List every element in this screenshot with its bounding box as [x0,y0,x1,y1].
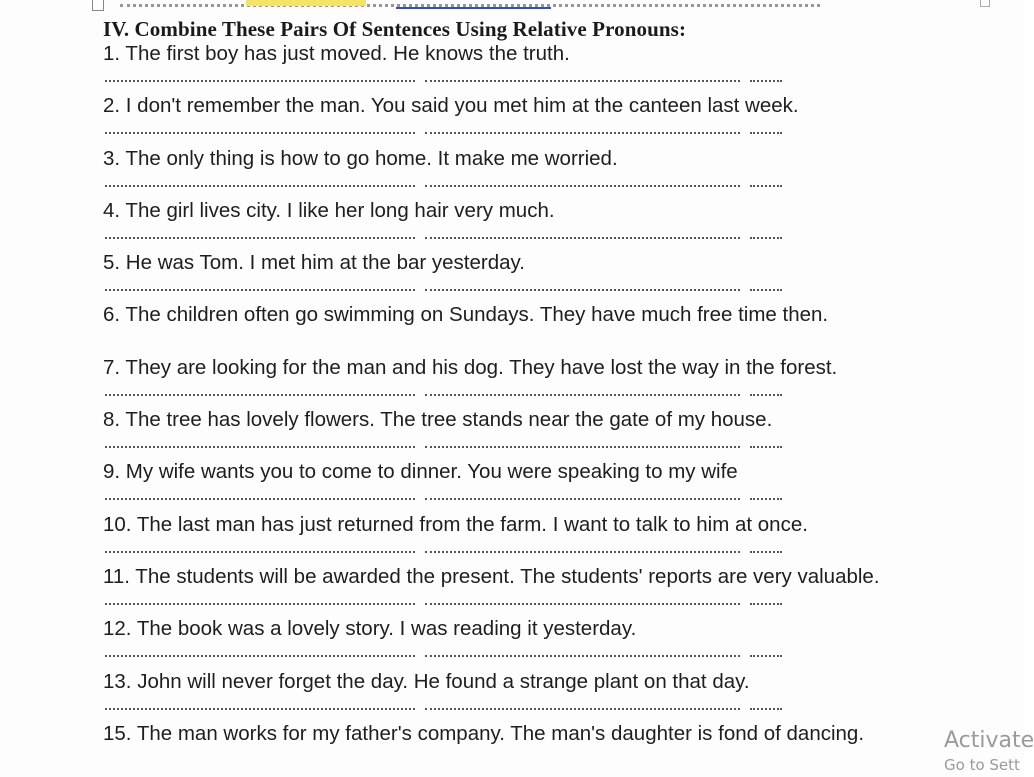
answer-line-segment [750,237,782,239]
answer-line-segment [750,394,782,396]
answer-line-segment [750,132,782,134]
exercise-item [103,303,1003,355]
exercise-item [103,513,1003,565]
answer-line-segment [425,446,740,448]
answer-line-segment [425,708,740,710]
answer-line-segment [105,603,415,605]
exercise-item [103,42,1003,94]
answer-line[interactable] [105,394,785,398]
exercise-item [103,722,1003,774]
answer-line-segment [425,185,740,187]
exercise-sentence: 11. The students will be awarded the present. The students' reports are very valuable. [103,564,880,588]
answer-line[interactable] [105,446,785,450]
answer-line[interactable] [105,551,785,555]
watermark-line-1: Activate [944,728,1034,753]
answer-line-segment [750,446,782,448]
answer-line-segment [750,498,782,500]
exercise-sentence: 3. The only thing is how to go home. It make me worried. [103,146,618,170]
answer-line[interactable] [105,708,785,712]
exercise-item [103,147,1003,199]
answer-line[interactable] [105,289,785,293]
answer-line-segment [425,394,740,396]
answer-line-segment [425,289,740,291]
exercise-item [103,565,1003,617]
answer-line[interactable] [105,498,785,502]
exercise-item [103,356,1003,408]
answer-line-segment [105,237,415,239]
answer-line[interactable] [105,237,785,241]
answer-line[interactable] [105,132,785,136]
answer-line-segment [105,289,415,291]
answer-line-segment [105,132,415,134]
answer-line-segment [425,551,740,553]
exercise-item [103,199,1003,251]
exercise-item [103,94,1003,146]
watermark-line-2: Go to Sett [944,756,1020,774]
exercise-sentence: 1. The first boy has just moved. He knows the truth. [103,42,570,65]
answer-line[interactable] [105,655,785,659]
answer-line-segment [105,551,415,553]
answer-line-segment [750,80,782,82]
underline-mark [396,7,551,9]
answer-line-segment [425,603,740,605]
answer-line-segment [750,708,782,710]
corner-marker [980,0,990,7]
answer-line-segment [105,394,415,396]
answer-line-segment [425,237,740,239]
exercise-sentence: 2. I don't remember the man. You said you met him at the canteen last week. [103,94,799,118]
answer-line-segment [425,132,740,134]
answer-line-segment [750,551,782,553]
section-heading: IV. Combine These Pairs Of Sentences Using Relative Pronouns: [103,17,687,41]
exercise-sentence: 4. The girl lives city. I like her long hair very much. [103,198,555,222]
answer-line-segment [750,289,782,291]
exercise-item [103,251,1003,303]
exercise-sentence: 5. He was Tom. I met him at the bar yesterday. [103,251,525,275]
answer-line[interactable] [105,80,785,84]
exercise-sentence: 9. My wife wants you to come to dinner. You were speaking to my wife [103,460,738,484]
exercise-sentence: 7. They are looking for the man and his dog. They have lost the way in the forest. [103,355,838,379]
answer-line[interactable] [105,603,785,607]
answer-line-segment [425,80,740,82]
activation-watermark [944,730,1034,773]
answer-line-segment [105,498,415,500]
answer-line-segment [105,655,415,657]
answer-line-segment [105,446,415,448]
exercise-sentence: 8. The tree has lovely flowers. The tree stands near the gate of my house. [103,408,773,432]
exercise-sentence: 10. The last man has just returned from the farm. I want to talk to him at once. [103,512,808,536]
exercise-sentence: 12. The book was a lovely story. I was reading it yesterday. [103,617,637,641]
highlight-mark [246,0,366,6]
exercise-list [103,42,1003,774]
exercise-item [103,617,1003,669]
exercise-item [103,408,1003,460]
answer-line-segment [105,185,415,187]
exercise-sentence: 6. The children often go swimming on Sundays. They have much free time then. [103,303,829,327]
answer-line-segment [105,708,415,710]
exercise-item [103,460,1003,512]
answer-line-segment [425,655,740,657]
answer-line-segment [750,655,782,657]
exercise-item [103,670,1003,722]
exercise-sentence: 15. The man works for my father's company. The man's daughter is fond of dancing. [103,721,865,745]
answer-line[interactable] [105,185,785,189]
exercise-sentence: 13. John will never forget the day. He found a strange plant on that day. [103,669,750,693]
answer-line-segment [750,185,782,187]
answer-line-segment [105,80,415,82]
cut-off-previous-line [96,0,836,12]
answer-line-segment [750,603,782,605]
answer-line-segment [425,498,740,500]
